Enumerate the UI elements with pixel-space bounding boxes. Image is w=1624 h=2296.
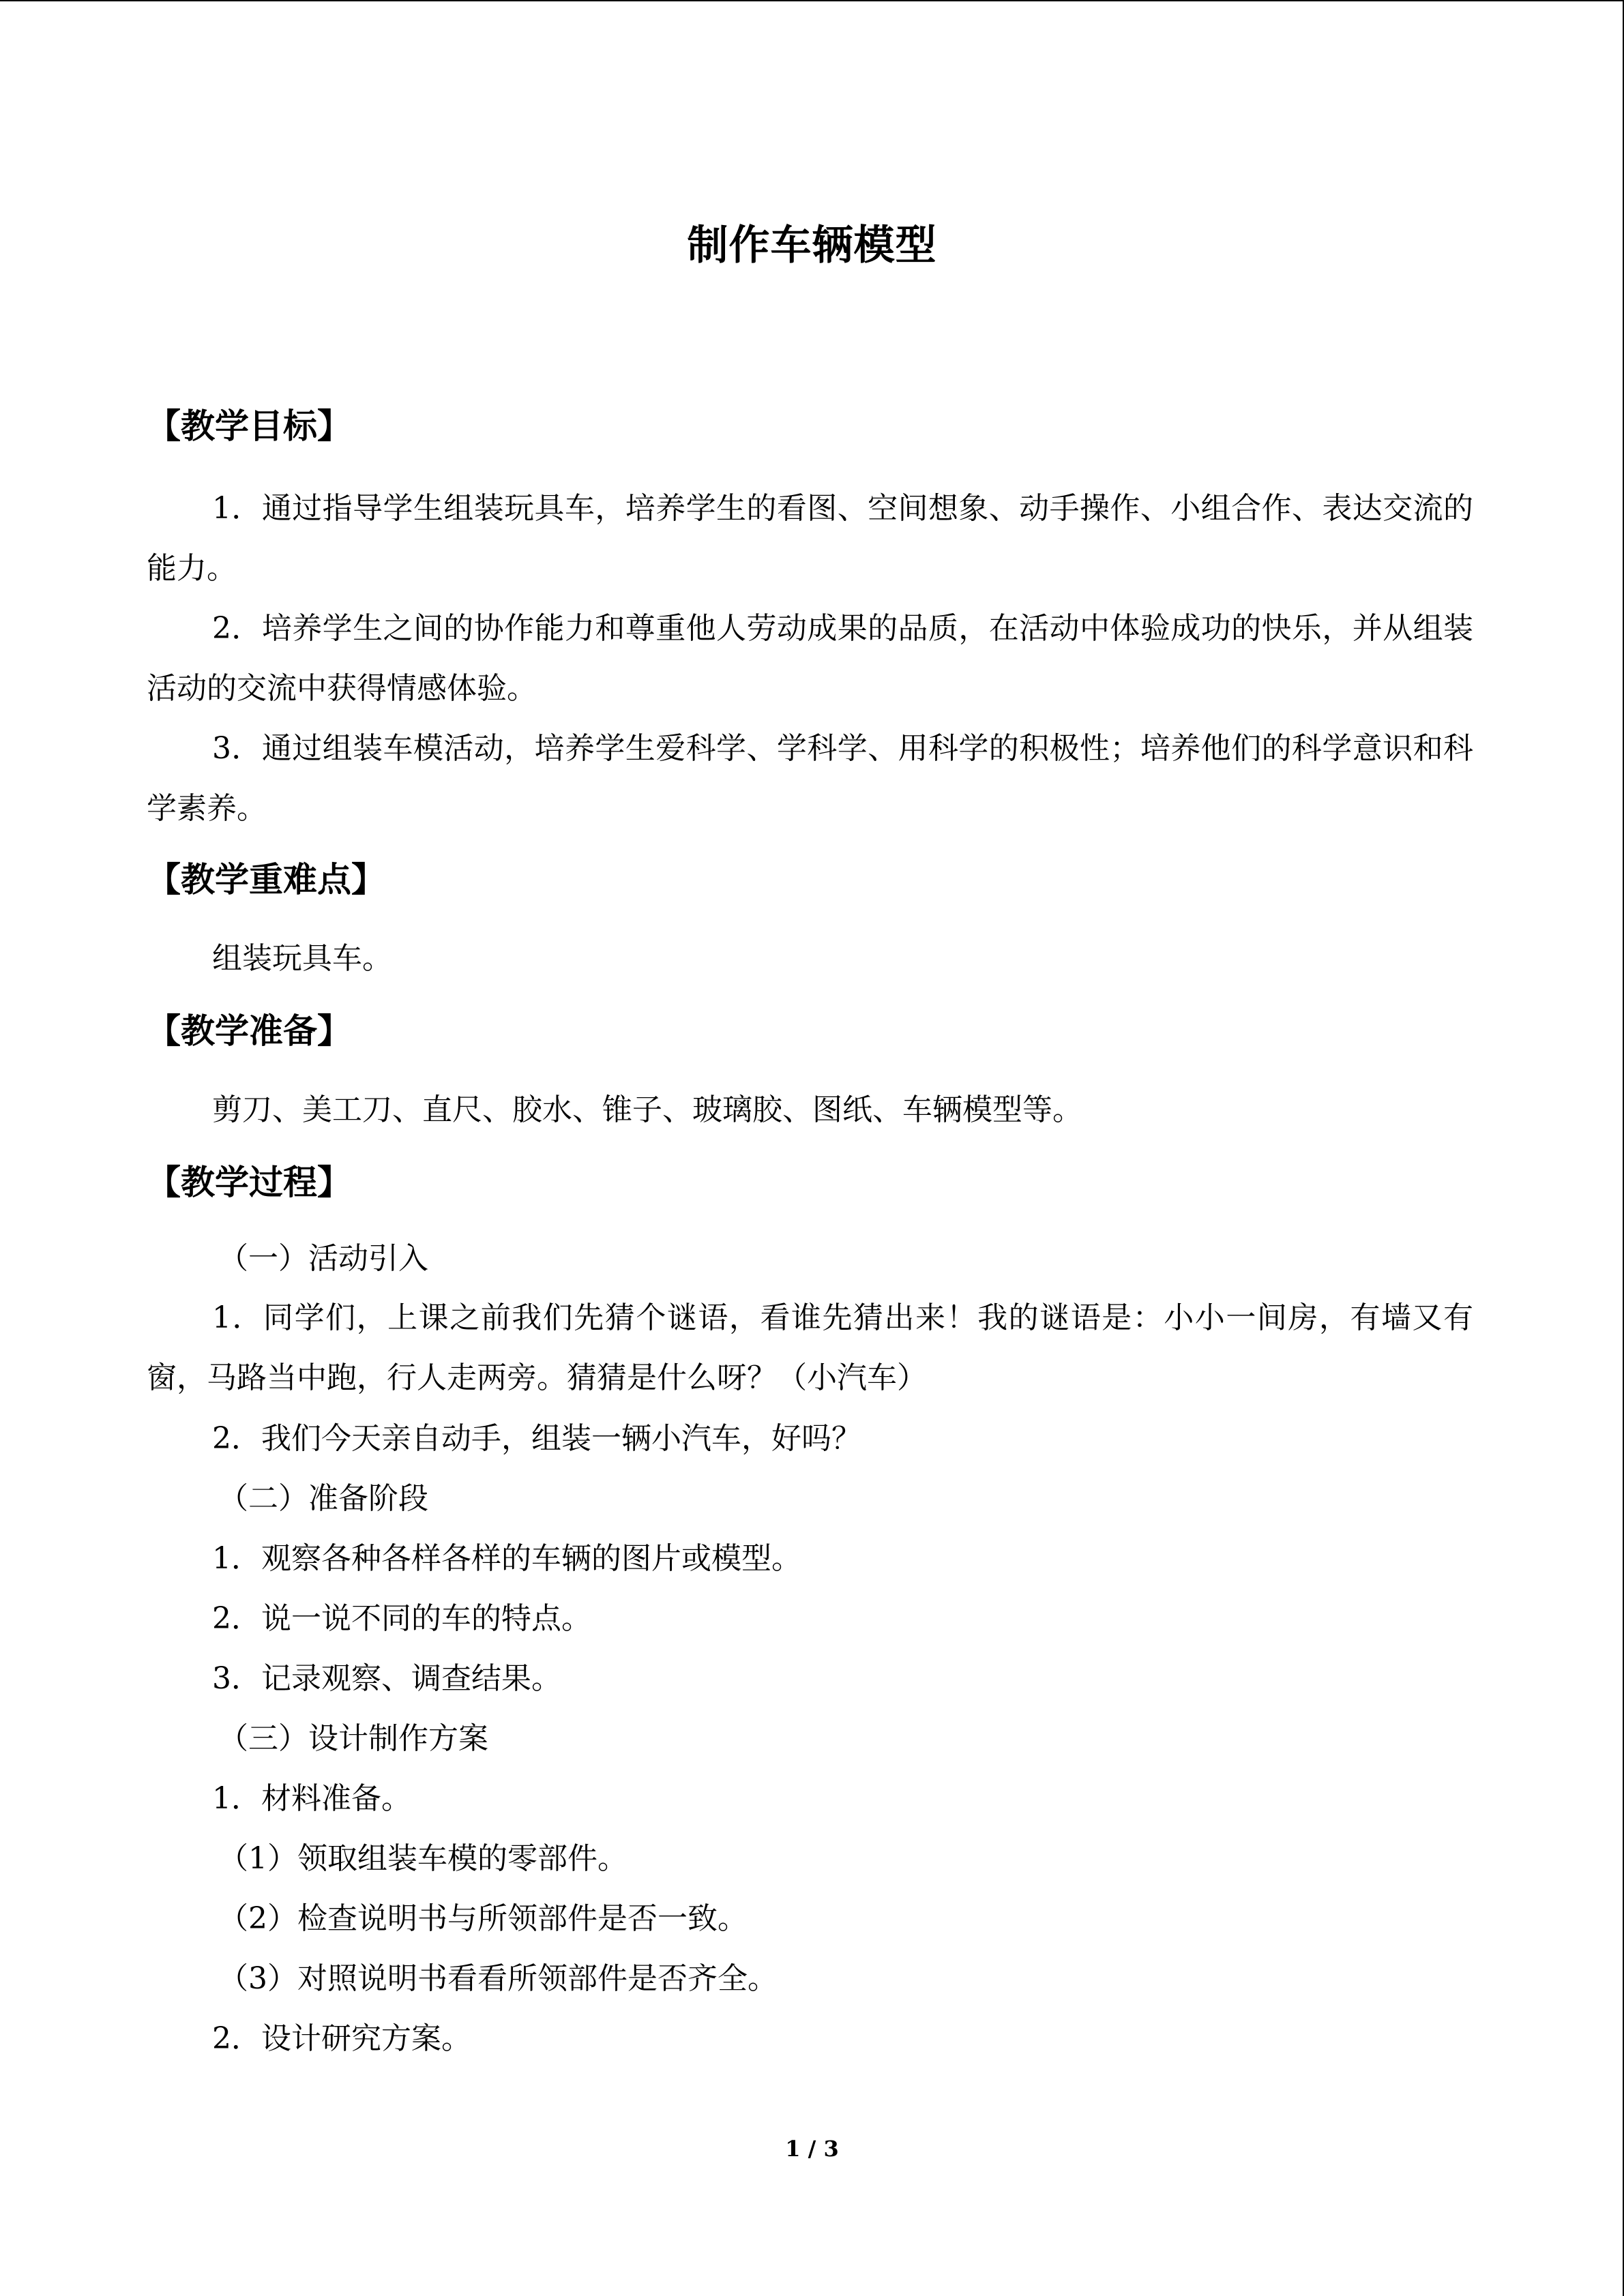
section-3-subitem-3: （3）对照说明书看看所领部件是否齐全。 <box>218 1961 778 1996</box>
section-3-item-2: 2．设计研究方案。 <box>212 2021 471 2056</box>
key-points-text: 组装玩具车。 <box>212 941 392 976</box>
section-2-item-2: 2．说一说不同的车的特点。 <box>212 1601 591 1636</box>
preparation-text: 剪刀、美工刀、直尺、胶水、锥子、玻璃胶、图纸、车辆模型等。 <box>212 1092 1082 1127</box>
page-number: 1 / 3 <box>785 2136 839 2162</box>
section-1-item-2: 2．我们今天亲自动手，组装一辆小汽车，好吗？ <box>212 1421 861 1456</box>
section-1-title: （一）活动引入 <box>218 1241 428 1276</box>
process-heading: 【教学过程】 <box>147 1163 351 1202</box>
section-1-item-1: 1．同学们，上课之前我们先猜个谜语，看谁先猜出来！我的谜语是：小小一间房，有墙又有窗，马路当中跑，行人走两旁。猜猜是什么呀？（小汽车） <box>147 1300 1473 1395</box>
objective-item-2: 2．培养学生之间的协作能力和尊重他人劳动成果的品质，在活动中体验成功的快乐，并从组装活动的交流中获得情感体验。 <box>147 611 1473 706</box>
section-3-title: （三）设计制作方案 <box>218 1721 488 1756</box>
preparation-heading: 【教学准备】 <box>147 1011 351 1051</box>
section-2-title: （二）准备阶段 <box>218 1481 428 1516</box>
page-title: 制作车辆模型 <box>687 222 937 269</box>
section-2-item-1: 1．观察各种各样各样的车辆的图片或模型。 <box>212 1541 801 1576</box>
page-top-border <box>0 0 1624 1</box>
objective-item-3: 3．通过组装车模活动，培养学生爱科学、学科学、用科学的积极性；培养他们的科学意识和科学素养。 <box>147 731 1473 826</box>
key-points-heading: 【教学重难点】 <box>147 860 385 899</box>
objective-item-1: 1．通过指导学生组装玩具车，培养学生的看图、空间想象、动手操作、小组合作、表达交流的能力。 <box>147 491 1473 586</box>
section-3-subitem-1: （1）领取组装车模的零部件。 <box>218 1841 628 1876</box>
section-3-item-1: 1．材料准备。 <box>212 1781 411 1816</box>
section-2-item-3: 3．记录观察、调查结果。 <box>212 1661 561 1696</box>
objectives-heading: 【教学目标】 <box>147 406 351 446</box>
section-3-subitem-2: （2）检查说明书与所领部件是否一致。 <box>218 1901 748 1936</box>
